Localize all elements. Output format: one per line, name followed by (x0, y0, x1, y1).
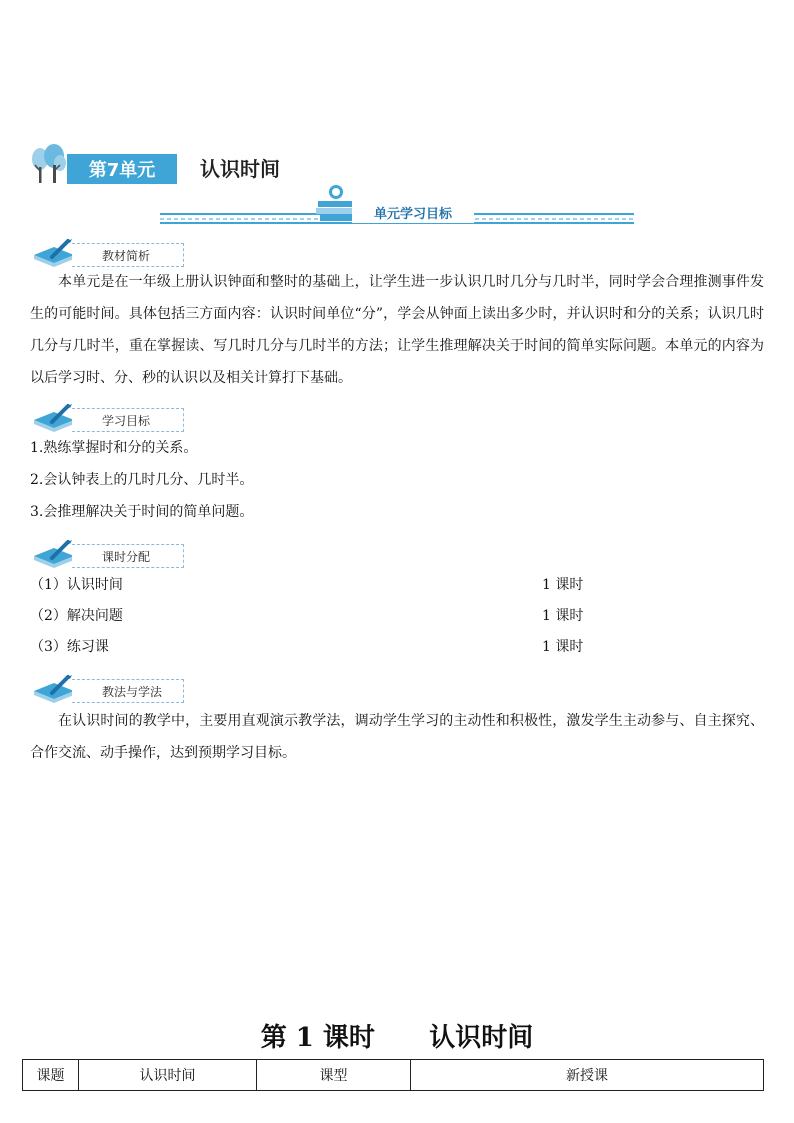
books-icon (312, 183, 356, 223)
schedule-item: （1）认识时间 (30, 577, 123, 593)
section-heading-objectives (30, 402, 190, 436)
section-label: 教材简析 (72, 243, 184, 267)
type-label-cell: 课型 (257, 1060, 411, 1091)
type-value-cell: 新授课 (411, 1060, 764, 1091)
section-label: 课时分配 (72, 544, 184, 568)
table-row (23, 1060, 764, 1091)
schedule-item: （2）解决问题 (30, 608, 123, 624)
objective-item: 1.熟练掌握时和分的关系。 (30, 440, 198, 456)
objective-item: 3.会推理解决关于时间的简单问题。 (30, 504, 254, 520)
textbook-paragraph: 本单元是在一年级上册认识钟面和整时的基础上，让学生进一步认识几时几分与几时半，同时学会合理推测事件发生的可能时间。具体包括三方面内容：认识时间单位“分”，学会从钟面上读出多少时，并认识时和分的关系；认识几时几分与几时半，重在掌握读、写几时几分与几时半的方法；让学生推理解决关于时间的简单实际问题。本单元的内容为以后学习时、分、秒的认识以及相关计算打下基础。 (30, 274, 764, 386)
section-heading-methods (30, 673, 190, 707)
lesson-title: 第 1 课时 认识时间 (260, 1023, 534, 1053)
topic-value-cell: 认识时间 (79, 1060, 257, 1091)
unit-title: 认识时间 (200, 157, 280, 181)
section-heading-schedule (30, 538, 190, 572)
section-label: 学习目标 (72, 408, 184, 432)
schedule-hours: 1 课时 (542, 608, 584, 624)
schedule-hours: 1 课时 (542, 639, 584, 655)
book-pencil-icon (30, 402, 78, 436)
schedule-item: （3）练习课 (30, 639, 109, 655)
section-label: 教法与学法 (72, 679, 184, 703)
methods-paragraph: 在认识时间的教学中，主要用直观演示教学法，调动学生学习的主动性和积极性，激发学生主动参与、自主探究、合作交流、动手操作，达到预期学习目标。 (30, 713, 764, 761)
topic-label-cell: 课题 (23, 1060, 79, 1091)
tree-icon (30, 143, 66, 185)
book-pencil-icon (30, 673, 78, 707)
schedule-hours: 1 课时 (542, 577, 584, 593)
book-pencil-icon (30, 538, 78, 572)
objective-item: 2.会认钟表上的几时几分、几时半。 (30, 472, 254, 488)
goal-banner-label: 单元学习目标 (352, 201, 474, 223)
unit-badge: 第7单元 (67, 154, 177, 184)
lesson-info-table (22, 1059, 764, 1091)
